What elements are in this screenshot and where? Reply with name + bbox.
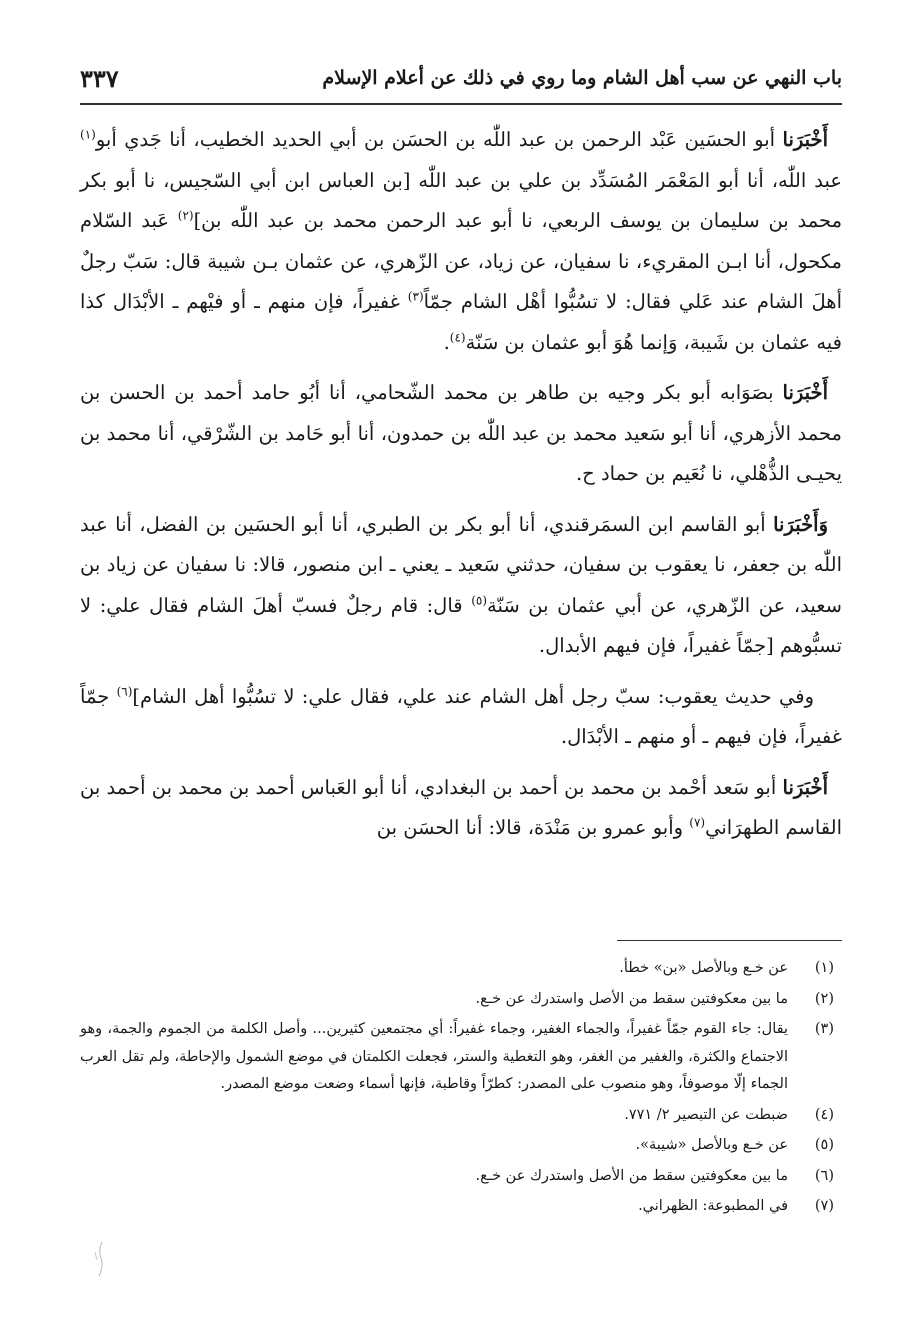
running-header [80,58,842,98]
lead-word: أَخْبَرَنا [782,381,828,404]
page-number: ٣٣٧ [80,63,119,93]
text-segment: عبد اللّٰه، أنا أبو المَعْمَر المُسَدِّد بن علي بن عبد اللّٰه [بن العباس ابن أبي السّجيس، نا أبو بكر محمد بن سليمان بن يوسف الربعي، نا أبو عبد الرحمن محمد بن عبد اللّٰه بن] [80,168,843,232]
main-text [80,120,842,859]
footnote-ref: (١) [80,127,96,142]
footnote-text: ما بين معكوفتين سقط من الأصل واستدرك عن خـع. [475,1167,788,1184]
text-segment: قال: قام رجلٌ فسبّ أهلَ الشام فقال علي: لا تسبُّوهم [جمّاً غفيراً، فإن فيهم الأبدال. [80,593,842,657]
text-segment: . [443,330,450,354]
footnote [80,1163,842,1191]
footnote-text: ما بين معكوفتين سقط من الأصل واستدرك عن خـع. [475,990,788,1007]
paragraph [80,677,842,758]
footnote-number: (٤) [814,1106,834,1123]
footnote [80,1193,842,1221]
text-segment: وفي حديث يعقوب: سبّ رجل أهل الشام عند علي، فقال علي: لا تسُبُّوا أهل الشام] [132,684,814,708]
running-title: باب النهي عن سب أهل الشام وما روي في ذلك عن أعلام الإسلام [322,67,842,89]
footnote-number: (٣) [814,1021,834,1037]
footnote-text: في المطبوعة: الظهراني. [638,1198,788,1214]
paragraph [80,373,842,495]
text-segment: بصَوَابه أبو بكر وجيه بن طاهر بن محمد الشّحامي، أنا أبُو حامد أحمد بن الحسن بن محمد الأزهري، أنا أبو سَعيد محمد بن عبد اللّٰه بن حمدون، أنا أبو حَامد بن الشّرْقي، أنا محمد بن يحيـى الذُّهْلي، نا نُعَيم بن حماد ح. [80,381,842,485]
footnote [80,986,842,1014]
header-rule [80,103,842,105]
footnote-ref: (٧) [689,815,706,830]
paragraph [80,120,842,363]
footnote-text: عن خـع وبالأصل «بن» خطأ. [619,960,788,976]
text-segment: غفيراً، فإن منهم ـ أو فيْهم ـ الأبْدَال كذا فيه عثمان بن شَيبة، وَإنما هُوَ أبو عثمان بن سَنّة [80,290,842,354]
text-segment: جمّاً غفيراً، فإن فيهم ـ أو منهم ـ الأبْدَال. [80,684,842,748]
footnote-number: (١) [814,960,834,976]
text-segment: أبو الحسَين عَبْد الرحمن بن عبد اللّٰه بن الحسَن بن أبي الحديد الخطيب، أنا جَدي أبو [95,128,776,151]
footnote [80,1102,842,1130]
text-segment: عَبد السّلام مكحول، أنا ابـن المقريء، نا سفيان، عن زياد، عن الزّهري، عن عثمان بـن شيبة قال: سَبّ رجلٌ أهلَ الشام عند عَلي فقال: لا تسُبُّوا أهْل الشام جمّاً [80,209,842,313]
footnote-ref: (٢) [177,208,194,223]
footnote-text: عن خـع وبالأصل «شيبة». [635,1137,788,1153]
text-segment: وأبو عمرو بن مَنْدَة، قالا: أنا الحسَن بن [376,816,684,839]
footnote-rule [617,940,842,941]
footnote [80,1132,842,1160]
footnote [80,1016,842,1099]
footnote-ref: (٤) [449,330,466,344]
footnote-text: ضبطت عن التبصير ٢/ ٧٧١. [624,1106,788,1123]
lead-word: أَخْبَرَنا [782,775,828,799]
footnote-number: (٦) [814,1167,834,1184]
footnote-number: (٢) [814,990,834,1007]
footnote-ref: (٣) [407,289,424,304]
text-segment: أبو القاسم ابن السمَرقندي، أنا أبو بكر بن الطبري، أنا أبو الحسَين بن الفضل، أنا عبد اللّٰه بن جعفر، نا يعقوب بن سفيان، حدثني سَعيد ـ يعني ـ ابن منصور، قالا: نا سفيان عن زياد بن سعيد، عن الزّهري، عن أبي عثمان بن سَنّة [80,512,842,617]
lead-word: وَأَخْبَرَنا [773,512,828,536]
footnote-number: (٥) [814,1137,834,1153]
paragraph [80,768,842,849]
footnote-ref: (٦) [116,684,133,698]
footnote-text: يقال: جاء القوم جمّاً غفيراً، والجماء الغفير، وجماء غفيراً: أي مجتمعين كثيرين... وأصل الكلمة من الجموم والجمة، وهو الاجتماع والكثرة، والغفير من الغفر، وهو التغطية والستر، فجعلت الكلمتان في موضع الشمول والإحاطة، ولم تقل العرب الجماء إلّا موصوفاً، وهو منصوب على المصدر: كطرّاً وقاطبة، فإنها أسماء وضعت موضع المصدر. [80,1021,788,1092]
footnote [80,955,842,983]
footnotes [80,955,842,1224]
footnote-number: (٧) [814,1198,834,1214]
text-segment: أبو سَعد أحْمد بن محمد بن أحمد بن البغدادي، أنا أبو العَباس أحمد بن محمد بن أحمد بن القاسم الطهرَاني [80,775,842,839]
paragraph [80,505,842,667]
lead-word: أَخْبَرَنا [782,128,828,151]
footnote-ref: (٥) [471,593,488,607]
margin-pencil-mark [92,1240,108,1278]
